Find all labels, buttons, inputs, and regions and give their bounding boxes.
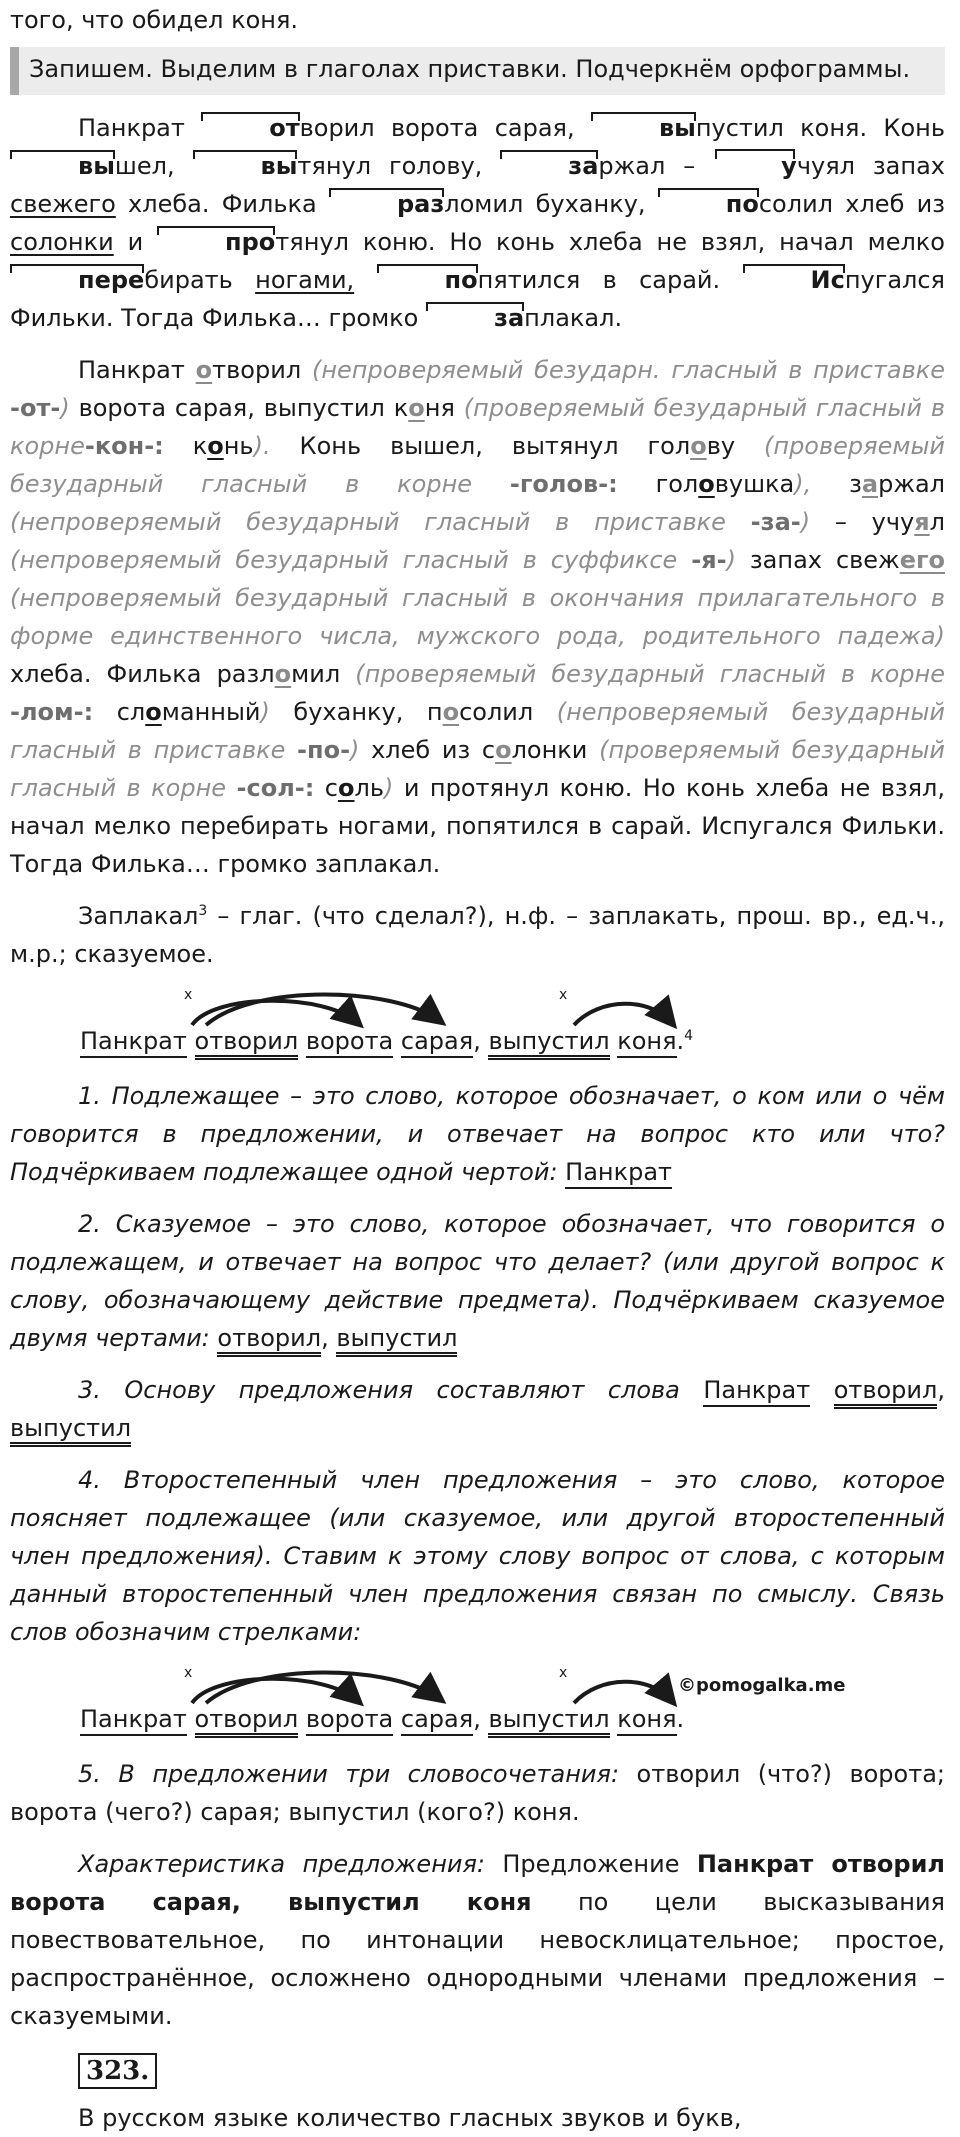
sentence-scheme-1 bbox=[10, 979, 945, 1063]
object: ворота bbox=[306, 1027, 393, 1058]
x-mark: x bbox=[559, 1665, 568, 1681]
scheme-sentence-1: Панкрат отворил ворота сарая, выпустил коня.$^4$ bbox=[80, 1025, 693, 1057]
sentence-scheme-2 bbox=[10, 1657, 945, 1741]
task-instruction: Запишем. Выделим в глаголах приставки. Подчеркнём орфограммы. bbox=[10, 47, 945, 95]
item-1: 1. Подлежащее – это слово, которое обозначает, о ком или о чём говорится в предложении, и отвечает на вопрос кто или что? Подчёркиваем подлежащее одной чертой: Панкрат bbox=[10, 1077, 945, 1191]
arrow-vypustil-konya bbox=[574, 1682, 672, 1703]
exercise-number: 323. bbox=[78, 2053, 157, 2089]
text-continuation: того, что обидел коня. bbox=[10, 6, 299, 34]
predicate: отворил bbox=[195, 1027, 299, 1060]
sentence-characteristic: Характеристика предложения: Предложение Панкрат отворил ворота сарая, выпустил коня по цели высказывания повествовательное, по интонации невосклицательное; простое, распространённое, осложнено однородными членами предложения – сказуемыми. bbox=[10, 1850, 945, 2030]
watermark: ©pomogalka.me bbox=[678, 1675, 846, 1696]
morph-parse: Заплакал$^3$ – глаг. (что сделал?), н.ф. – заплакать, прош. вр., ед.ч., м.р.; сказуемое. bbox=[10, 902, 945, 968]
attribute: сарая bbox=[401, 1027, 473, 1058]
item-2: 2. Сказуемое – это слово, которое обозначает, что говорится о подлежащем, и отвечает на вопрос что делает? (или другой вопрос к слову, обозначающему действие предмета). Подчёркиваем сказуемое двумя чертами: отворил, выпустил bbox=[10, 1205, 945, 1357]
arrow-vorota-saraya bbox=[206, 1673, 440, 1704]
arrow-otvoril-vorota bbox=[192, 1001, 358, 1025]
item-4: 4. Второстепенный член предложения – это слово, которое поясняет подлежащее (или сказуемое, или другой второстепенный член предложения). Ставим к этому слову вопрос от слова, с которым данный второстепенный член предложения связан по смыслу. Связь слов обозначим стрелками: bbox=[10, 1466, 945, 1646]
x-mark: x bbox=[184, 1665, 193, 1681]
arrow-otvoril-vorota bbox=[192, 1679, 358, 1703]
exercise-text-marked: Панкрат отворил ворота сарая, выпустил коня. Конь вышел, вытянул голову, заржал – учуял запах свежего хлеба. Филька разломил буханку, посолил хлеб из солонки и протянул коню. Но конь хлеба не взял, начал мелко перебирать ногами, попятился в сарай. Испугался Фильки. Тогда Филька… громко заплакал. bbox=[10, 109, 945, 337]
predicate: выпустил bbox=[488, 1027, 609, 1060]
item-5: 5. В предложении три словосочетания: отворил (что?) ворота; ворота (чего?) сарая; выпустил (кого?) коня. bbox=[10, 1760, 946, 1826]
exercise-323-header bbox=[10, 2053, 945, 2089]
exercise-323-text: В русском языке количество гласных звуков и букв, bbox=[78, 2104, 742, 2132]
arrow-vorota-saraya bbox=[206, 995, 440, 1026]
x-mark: x bbox=[184, 987, 193, 1003]
x-mark: x bbox=[559, 987, 568, 1003]
subject: Панкрат bbox=[80, 1027, 187, 1058]
scheme-sentence-2: Панкрат отворил ворота сарая, выпустил коня. bbox=[80, 1703, 684, 1735]
page bbox=[10, 0, 945, 2137]
item-3: 3. Основу предложения составляют слова Панкрат отворил, выпустил bbox=[10, 1371, 945, 1447]
orthogram-explanation: Панкрат отворил (непроверяемый безударн. гласный в приставке -от-) ворота сарая, выпустил коня (проверяемый безударный гласный в корне-кон-: конь). Конь вышел, вытянул голову (проверяемый безударный гласный в корне -голов-: головушка), заржал (непроверяемый безударный гласный в приставке -за-) – учуял (непроверяемый безударный гласный в суффиксе -я-) запах свежего (непроверяемый безударный гласный в окончания прилагательного в форме единственного числа, мужского рода, родительного падежа) хлеба. Филька разломил (проверяемый безударный гласный в корне -лом-: сломанный) буханку, посолил (непроверяемый безударный гласный в приставке -по-) хлеб из солонки (проверяемый безударный гласный в корне -сол-: соль) и протянул коню. Но конь хлеба не взял, начал мелко перебирать ногами, попятился в сарай. Испугался Фильки. Тогда Филька… громко заплакал. bbox=[10, 356, 946, 878]
object: коня bbox=[617, 1027, 676, 1058]
arrow-vypustil-konya bbox=[574, 1004, 672, 1025]
